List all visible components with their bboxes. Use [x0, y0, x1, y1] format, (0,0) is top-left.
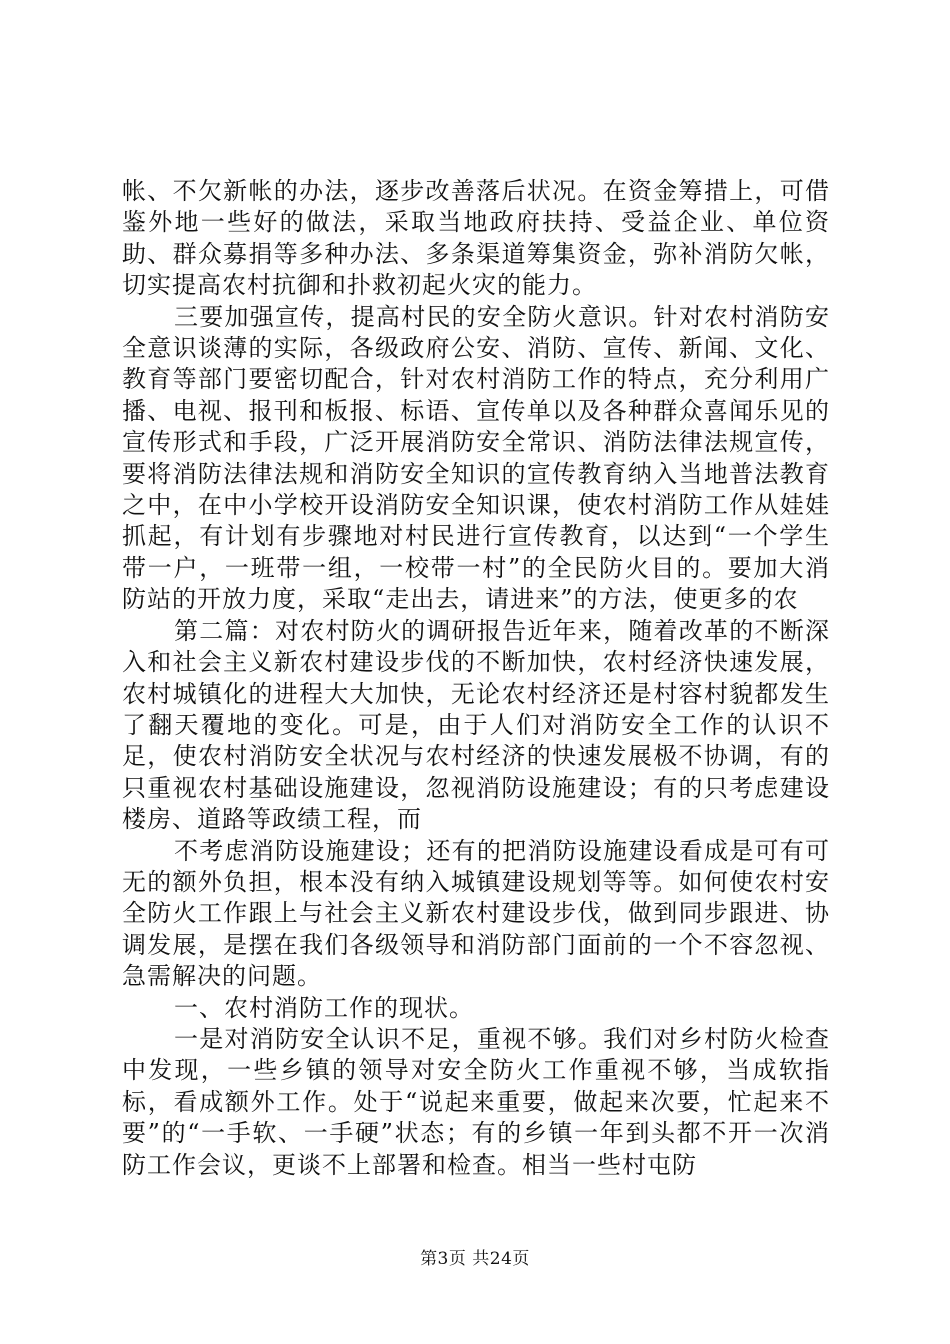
- section-heading: 一、农村消防工作的现状。: [174, 993, 474, 1022]
- page-number-footer: 第3页 共24页: [420, 1249, 530, 1269]
- paragraph-1: 帐、不欠新帐的办法，逐步改善落后状况。在资金筹措上，可借鉴外地一些好的做法，采取当地政府扶持、受益企业、单位资助、群众募捐等多种办法、多条渠道筹集资金，弥补消防欠帐，切实提高农村抗御和扑救初起火灾的能力。: [122, 177, 830, 300]
- paragraph-4: 不考虑消防设施建设；还有的把消防设施建设看成是可有可无的额外负担，根本没有纳入城镇建设规划等等。如何使农村安全防火工作跟上与社会主义新农村建设步伐，做到同步跟进、协调发展，是摆在我们各级领导和消防部门面前的一个不容忽视、急需解决的问题。: [122, 836, 830, 991]
- paragraph-5: 一是对消防安全认识不足，重视不够。我们对乡村防火检查中发现，一些乡镇的领导对安全防火工作重视不够，当成软指标，看成额外工作。处于“说起来重要，做起来次要，忙起来不要”的“一手软、一手硬”状态；有的乡镇一年到头都不开一次消防工作会议，更谈不上部署和检查。相当一些村屯防: [122, 1024, 830, 1179]
- document-body: [122, 176, 830, 1181]
- paragraph-2: 三要加强宣传，提高村民的安全防火意识。针对农村消防安全意识谈薄的实际，各级政府公安、消防、宣传、新闻、文化、教育等部门要密切配合，针对农村消防工作的特点，充分利用广播、电视、报刊和板报、标语、宣传单以及各种群众喜闻乐见的宣传形式和手段，广泛开展消防安全常识、消防法律法规宣传，要将消防法律法规和消防安全知识的宣传教育纳入当地普法教育之中，在中小学校开设消防安全知识课，使农村消防工作从娃娃抓起，有计划有步骤地对村民进行宣传教育，以达到“一个学生带一户，一班带一组，一校带一村”的全民防火目的。要加大消防站的开放力度，采取“走出去，请进来”的方法，使更多的农: [122, 302, 830, 614]
- paragraph-3: 第二篇：对农村防火的调研报告近年来，随着改革的不断深入和社会主义新农村建设步伐的不断加快，农村经济快速发展，农村城镇化的进程大大加快，无论农村经济还是村容村貌都发生了翻天覆地的变化。可是，由于人们对消防安全工作的认识不足，使农村消防安全状况与农村经济的快速发展极不协调，有的只重视农村基础设施建设，忽视消防设施建设；有的只考虑建设楼房、道路等政绩工程，而: [122, 616, 830, 834]
